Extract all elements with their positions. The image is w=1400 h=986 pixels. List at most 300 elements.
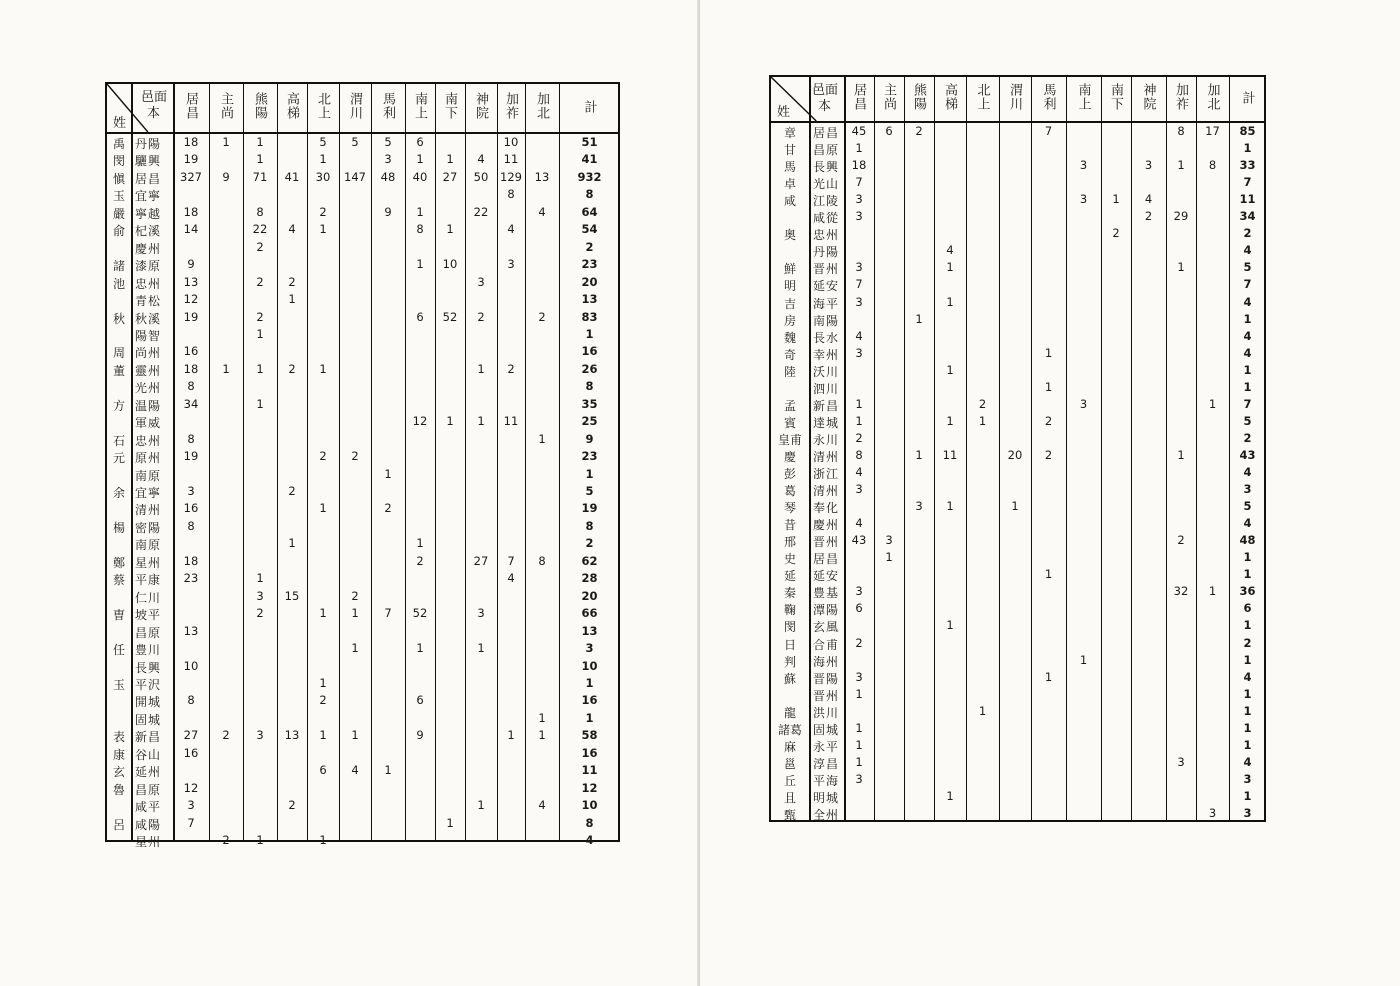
surname-cell: 孟 [783, 398, 796, 413]
total-cell: 33 [1239, 158, 1256, 173]
column-rule [559, 84, 560, 840]
count-cell: 2 [855, 430, 863, 445]
count-cell: 1 [319, 606, 327, 621]
count-cell: 2 [222, 728, 230, 743]
origin-cell: 長水 [813, 330, 840, 345]
count-cell: 2 [351, 449, 359, 464]
count-cell: 4 [538, 798, 546, 813]
surname-cell: 且 [783, 790, 796, 805]
count-cell: 1 [946, 499, 954, 514]
count-cell: 8 [855, 447, 863, 462]
count-cell: 6 [416, 693, 424, 708]
total-cell: 1 [1243, 362, 1252, 377]
total-cell: 4 [1243, 345, 1252, 360]
origin-cell: 谷山 [135, 747, 162, 762]
total-cell: 11 [581, 763, 598, 778]
surname-cell: 昔 [783, 518, 796, 533]
column-header: 高梯 [942, 83, 957, 111]
surname-cell: 呂 [112, 817, 125, 832]
total-cell: 1 [1243, 703, 1252, 718]
total-cell: 4 [1243, 465, 1252, 479]
surname-cell: 任 [112, 643, 125, 658]
total-cell: 1 [1243, 686, 1252, 701]
count-cell: 2 [1112, 226, 1120, 241]
column-rule [173, 84, 175, 840]
count-cell: 2 [1044, 413, 1053, 428]
total-cell: 58 [581, 728, 598, 743]
count-cell: 2 [288, 484, 296, 498]
count-cell: 5 [384, 135, 392, 149]
column-rule [1131, 77, 1132, 820]
count-cell: 5 [319, 135, 327, 149]
origin-cell: 平康 [135, 573, 162, 588]
count-cell: 2 [978, 396, 987, 411]
count-cell: 1 [288, 536, 296, 551]
count-cell: 1 [978, 703, 987, 718]
surname-cell: 卓 [783, 177, 796, 192]
header-rule [107, 132, 618, 134]
count-cell: 34 [183, 396, 199, 411]
count-cell: 3 [885, 533, 893, 548]
count-cell: 4 [507, 222, 515, 237]
origin-cell: 居昌 [813, 126, 840, 140]
count-cell: 1 [1011, 499, 1019, 514]
total-cell: 8 [585, 518, 594, 533]
count-cell: 1 [1044, 379, 1053, 394]
count-cell: 1 [946, 788, 954, 803]
watermark-logo [1282, 843, 1372, 933]
total-cell: 83 [581, 309, 598, 324]
count-cell: 9 [222, 169, 230, 184]
count-cell: 1 [319, 152, 327, 167]
count-cell: 2 [256, 309, 264, 324]
origin-cell: 秋溪 [135, 311, 162, 326]
origin-cell: 幸州 [813, 347, 840, 362]
count-cell: 1 [915, 311, 923, 326]
count-cell: 1 [416, 152, 424, 167]
surname-cell: 皇甫 [777, 432, 802, 447]
total-cell: 9 [585, 431, 594, 446]
total-cell: 1 [1243, 737, 1252, 752]
surname-cell: 蔡 [112, 573, 125, 588]
column-rule [1196, 77, 1197, 820]
count-cell: 2 [477, 309, 485, 324]
count-cell: 4 [1144, 192, 1153, 207]
surname-cell: 鮮 [783, 262, 796, 277]
count-cell: 29 [1173, 209, 1189, 224]
count-cell: 2 [288, 361, 296, 376]
surname-cell: 邕 [783, 756, 796, 771]
origin-cell: 清州 [813, 484, 840, 499]
surname-cell: 邢 [783, 535, 796, 550]
count-cell: 3 [855, 209, 863, 224]
origin-cell: 新昌 [813, 398, 840, 413]
total-cell: 16 [581, 693, 598, 708]
column-header: 馬利 [1040, 83, 1056, 111]
count-cell: 1 [319, 501, 327, 516]
count-cell: 3 [1079, 396, 1088, 411]
total-cell: 4 [1243, 294, 1252, 309]
count-cell: 3 [1079, 158, 1088, 173]
origin-cell: 靈州 [135, 363, 162, 378]
total-cell: 4 [1243, 328, 1252, 343]
count-cell: 1 [855, 413, 863, 428]
total-cell: 1 [585, 466, 594, 481]
right-page [700, 0, 1400, 986]
count-cell: 1 [416, 257, 424, 272]
count-cell: 22 [473, 204, 489, 219]
count-cell: 3 [855, 669, 863, 684]
origin-cell: 昌原 [813, 143, 840, 158]
total-cell: 3 [1243, 806, 1252, 820]
column-rule [243, 84, 244, 840]
origin-cell: 延州 [135, 765, 162, 780]
count-cell: 1 [319, 361, 327, 376]
origin-cell: 海州 [813, 654, 840, 669]
column-rule [809, 77, 811, 820]
origin-cell: 原州 [135, 451, 162, 466]
total-cell: 3 [1243, 771, 1252, 786]
count-cell: 7 [187, 815, 195, 830]
count-cell: 1 [319, 728, 327, 743]
origin-cell: 宜寧 [135, 189, 162, 204]
count-cell: 1 [855, 754, 863, 769]
count-cell: 3 [384, 152, 392, 167]
total-cell: 5 [585, 484, 594, 498]
column-header: 馬利 [380, 92, 395, 120]
total-cell: 1 [1243, 311, 1252, 326]
origin-cell: 丹陽 [813, 245, 840, 260]
count-cell: 1 [416, 204, 424, 219]
origin-cell: 驪興 [135, 154, 162, 169]
count-cell: 19 [183, 449, 199, 464]
count-cell: 3 [1144, 158, 1153, 173]
total-cell: 2 [1243, 430, 1252, 445]
count-cell: 3 [1177, 754, 1185, 769]
header-corner-bot: 姓 [777, 105, 791, 120]
count-cell: 1 [855, 686, 863, 701]
surname-cell: 葛 [783, 484, 796, 499]
total-cell: 5 [1243, 413, 1252, 428]
surname-cell: 判 [783, 654, 796, 669]
count-cell: 3 [855, 771, 863, 786]
total-cell: 1 [1243, 618, 1252, 633]
surname-cell: 延 [783, 569, 796, 584]
count-cell: 18 [183, 135, 199, 149]
surname-cell: 魏 [783, 330, 796, 345]
count-cell: 16 [183, 501, 199, 516]
surname-cell: 池 [112, 276, 125, 291]
count-cell: 2 [1177, 533, 1185, 548]
column-header: 高梯 [284, 92, 299, 120]
surname-cell: 琴 [783, 501, 796, 516]
total-cell: 4 [1243, 754, 1252, 769]
count-cell: 9 [187, 257, 195, 272]
count-cell: 12 [183, 780, 199, 795]
count-cell: 1 [477, 798, 485, 813]
total-cell: 7 [1243, 277, 1252, 292]
origin-cell: 浙江 [813, 467, 840, 481]
count-cell: 27 [183, 728, 199, 743]
count-cell: 1 [384, 466, 392, 481]
column-header: 主尚 [218, 92, 233, 120]
count-cell: 4 [855, 465, 863, 479]
count-cell: 8 [1177, 124, 1185, 138]
column-header: 計 [581, 100, 597, 114]
count-cell: 8 [538, 553, 546, 568]
surname-cell: 秦 [783, 586, 796, 601]
count-cell: 147 [344, 169, 366, 184]
origin-cell: 温陽 [135, 398, 162, 413]
column-header: 計 [1239, 91, 1255, 105]
count-cell: 2 [1044, 447, 1053, 462]
count-cell: 1 [351, 728, 359, 743]
origin-cell: 固城 [813, 722, 840, 737]
count-cell: 18 [183, 204, 199, 219]
count-cell: 1 [384, 763, 392, 778]
count-cell: 6 [885, 124, 893, 138]
origin-cell: 丹陽 [135, 137, 162, 151]
count-cell: 2 [319, 449, 327, 464]
origin-cell: 咸平 [135, 800, 162, 815]
origin-cell: 淳昌 [813, 756, 840, 771]
count-cell: 1 [1112, 192, 1120, 207]
count-cell: 3 [187, 798, 195, 813]
origin-cell: 昌原 [135, 782, 162, 797]
count-cell: 30 [315, 169, 331, 184]
count-cell: 1 [446, 815, 454, 830]
count-cell: 8 [256, 204, 264, 219]
count-cell: 3 [256, 728, 264, 743]
surname-cell: 賓 [783, 415, 796, 430]
column-header: 神院 [473, 92, 488, 120]
origin-cell: 全州 [813, 808, 840, 822]
total-cell: 4 [1243, 669, 1252, 684]
count-cell: 6 [416, 135, 424, 149]
origin-cell: 居昌 [813, 552, 840, 567]
count-cell: 8 [187, 431, 195, 446]
surname-cell: 章 [783, 126, 796, 140]
total-cell: 2 [585, 536, 594, 551]
count-cell: 3 [256, 588, 264, 603]
total-cell: 8 [585, 815, 594, 830]
count-cell: 2 [416, 553, 424, 568]
total-cell: 3 [1243, 482, 1252, 497]
count-cell: 18 [183, 361, 199, 376]
column-header: 熊陽 [252, 92, 267, 120]
origin-cell: 南原 [135, 538, 162, 553]
origin-cell: 陽智 [135, 328, 162, 343]
count-cell: 13 [183, 623, 199, 638]
total-cell: 16 [581, 344, 598, 359]
column-header: 加祚 [503, 92, 518, 120]
count-cell: 1 [351, 641, 359, 656]
origin-cell: 延安 [813, 569, 840, 584]
count-cell: 1 [256, 833, 264, 847]
count-cell: 52 [442, 309, 458, 324]
count-cell: 1 [946, 362, 954, 377]
column-rule [1066, 77, 1067, 820]
count-cell: 6 [416, 309, 424, 324]
origin-cell: 海平 [813, 296, 840, 311]
surname-cell: 慶 [783, 449, 796, 464]
origin-cell: 星州 [135, 835, 162, 849]
total-cell: 2 [1243, 635, 1252, 650]
total-cell: 34 [1239, 209, 1256, 224]
total-cell: 8 [585, 187, 594, 202]
origin-cell: 咸陽 [135, 817, 162, 832]
count-cell: 3 [855, 345, 863, 360]
surname-cell: 秋 [112, 311, 125, 326]
count-cell: 9 [384, 204, 392, 219]
origin-cell: 合甫 [813, 637, 840, 652]
column-header: 渭川 [347, 92, 362, 120]
origin-cell: 坡平 [135, 608, 162, 623]
origin-cell: 杞溪 [135, 224, 162, 239]
count-cell: 1 [1079, 652, 1088, 667]
count-cell: 6 [319, 763, 327, 778]
count-cell: 4 [946, 243, 954, 258]
header-corner-bot: 姓 [113, 116, 127, 131]
count-cell: 1 [1044, 567, 1053, 582]
surname-cell: 康 [112, 747, 125, 762]
total-cell: 25 [581, 414, 598, 429]
origin-cell: 洪川 [813, 705, 840, 720]
count-cell: 2 [222, 833, 230, 847]
count-cell: 3 [855, 192, 863, 207]
count-cell: 41 [284, 169, 300, 184]
count-cell: 3 [855, 482, 863, 497]
surname-cell: 日 [783, 637, 796, 652]
count-cell: 2 [288, 798, 296, 813]
count-cell: 1 [446, 222, 454, 237]
surname-cell: 董 [112, 363, 125, 378]
column-header: 南上 [1075, 83, 1091, 111]
count-cell: 13 [183, 274, 199, 289]
count-cell: 27 [473, 553, 489, 568]
total-cell: 4 [585, 833, 594, 847]
count-cell: 52 [412, 606, 428, 621]
count-cell: 17 [1205, 124, 1220, 138]
count-cell: 18 [851, 158, 867, 173]
count-cell: 9 [416, 728, 424, 743]
count-cell: 2 [319, 693, 327, 708]
column-rule [277, 84, 278, 840]
origin-cell: 光山 [813, 177, 840, 192]
surname-cell: 楊 [112, 520, 125, 535]
count-cell: 2 [319, 204, 327, 219]
surname-cell: 曺 [112, 608, 125, 623]
origin-cell: 延安 [813, 279, 840, 294]
count-cell: 3 [855, 260, 863, 275]
count-cell: 2 [351, 588, 359, 603]
origin-cell: 晋州 [813, 688, 840, 703]
surname-cell: 房 [783, 313, 796, 328]
total-cell: 10 [581, 658, 598, 673]
count-cell: 1 [351, 606, 359, 621]
column-header: 渭川 [1007, 83, 1022, 111]
total-cell: 1 [585, 710, 594, 725]
total-cell: 1 [1243, 379, 1252, 394]
count-cell: 1 [1044, 345, 1053, 360]
count-cell: 3 [1208, 806, 1217, 820]
origin-cell: 玄風 [813, 620, 840, 635]
origin-cell: 咸從 [813, 211, 840, 226]
surname-cell: 咸 [783, 194, 796, 209]
count-cell: 1 [946, 260, 954, 275]
count-cell: 27 [442, 169, 458, 184]
origin-cell: 慶州 [135, 241, 162, 256]
total-cell: 10 [581, 798, 598, 813]
total-cell: 2 [1243, 226, 1252, 241]
column-rule [209, 84, 210, 840]
count-cell: 1 [256, 135, 264, 149]
count-cell: 2 [256, 606, 264, 621]
left-surname-table [105, 82, 620, 849]
surname-cell: 俞 [112, 224, 125, 239]
count-cell: 1 [978, 413, 987, 428]
count-cell: 7 [384, 606, 392, 621]
origin-cell: 平沢 [135, 677, 162, 692]
right-surname-table [769, 75, 1266, 822]
origin-cell: 晋州 [813, 535, 840, 550]
header-corner-mid: 本 [818, 99, 832, 114]
total-cell: 36 [1239, 584, 1256, 599]
count-cell: 1 [855, 737, 863, 752]
total-cell: 8 [585, 379, 594, 394]
count-cell: 2 [507, 361, 515, 376]
surname-cell: 元 [112, 451, 125, 466]
surname-cell: 陸 [783, 364, 796, 379]
surname-cell: 禹 [112, 137, 125, 151]
origin-cell: 新昌 [135, 730, 162, 745]
count-cell: 1 [416, 536, 424, 551]
total-cell: 26 [581, 361, 598, 376]
total-cell: 35 [581, 396, 598, 411]
count-cell: 10 [183, 658, 199, 673]
count-cell: 48 [380, 169, 396, 184]
count-cell: 1 [946, 618, 954, 633]
total-cell: 3 [585, 641, 594, 656]
count-cell: 50 [473, 169, 489, 184]
column-header: 南上 [412, 92, 427, 120]
origin-cell: 江陵 [813, 194, 840, 209]
count-cell: 11 [503, 414, 519, 429]
origin-cell: 密陽 [135, 520, 162, 535]
count-cell: 4 [538, 204, 546, 219]
surname-cell: 丘 [783, 773, 796, 788]
origin-cell: 昌原 [135, 625, 162, 640]
origin-cell: 晋陽 [813, 671, 840, 686]
total-cell: 85 [1239, 124, 1256, 138]
count-cell: 3 [477, 606, 485, 621]
count-cell: 7 [855, 277, 863, 292]
count-cell: 1 [538, 710, 546, 725]
origin-cell: 永平 [813, 739, 840, 754]
count-cell: 23 [183, 571, 199, 586]
header-corner-top: 邑面 [141, 90, 168, 105]
surname-cell: 玄 [112, 765, 125, 780]
count-cell: 4 [507, 571, 515, 586]
total-cell: 48 [1239, 533, 1256, 548]
count-cell: 40 [412, 169, 428, 184]
count-cell: 2 [915, 124, 923, 138]
count-cell: 4 [288, 222, 296, 237]
count-cell: 8 [187, 518, 195, 533]
count-cell: 1 [1208, 584, 1217, 599]
surname-cell: 閔 [112, 154, 125, 169]
header-corner-mid: 本 [147, 106, 161, 121]
